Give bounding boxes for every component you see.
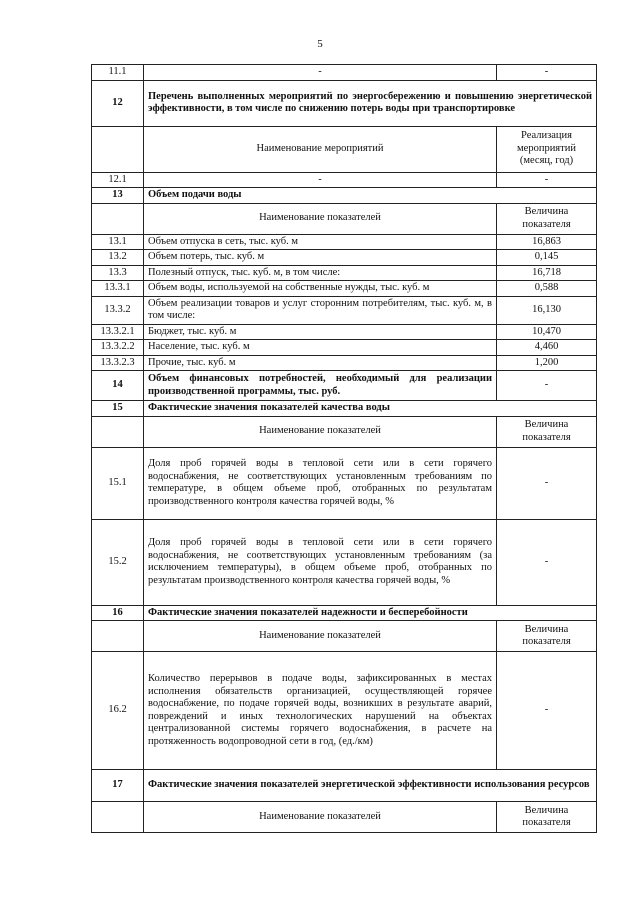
row-number: 13.3.2.3 (92, 355, 144, 371)
section-number: 17 (92, 770, 144, 802)
row-number: 11.1 (92, 65, 144, 81)
column-header-value: Реализация мероприятий (месяц, год) (497, 126, 597, 172)
section-row (92, 770, 597, 802)
table-row (92, 265, 597, 281)
section-title: Фактические значения показателей энергетической эффективности использования ресурсов (144, 770, 597, 802)
column-header-value: Величина показателя (497, 621, 597, 652)
column-header-name: Наименование показателей (144, 621, 497, 652)
section-title: Объем подачи воды (144, 188, 597, 204)
cell-empty: - (144, 65, 497, 81)
section-value: - (497, 371, 597, 401)
row-number: 15.1 (92, 447, 144, 519)
indicator-name: Объем потерь, тыс. куб. м (144, 250, 497, 266)
column-header-value: Величина показателя (497, 802, 597, 833)
cell-value: - (497, 172, 597, 188)
column-header-value: Величина показателя (497, 203, 597, 234)
indicator-name: Количество перерывов в подаче воды, зафиксированных в местах исполнения обязательств организацией, осуществляющей горячее водоснабжение, по подаче горячей воды, возникших в результате аварий, повреждений и иных технологических нарушений на объектах централизованной системы горячего водоснабжения, в расчете на протяженность водопроводной сети в год, (ед./км) (144, 652, 497, 770)
row-number: 15.2 (92, 519, 144, 605)
indicator-name: Прочие, тыс. куб. м (144, 355, 497, 371)
indicator-value: - (497, 447, 597, 519)
cell-empty (92, 203, 144, 234)
table-row (92, 324, 597, 340)
column-header-name: Наименование показателей (144, 802, 497, 833)
indicator-name: Объем воды, используемой на собственные нужды, тыс. куб. м (144, 281, 497, 297)
indicator-value: 0,588 (497, 281, 597, 297)
section-number: 14 (92, 371, 144, 401)
header-row (92, 203, 597, 234)
indicator-name: Доля проб горячей воды в тепловой сети или в сети горячего водоснабжения, не соответствующих установленным требованиям по температуре, в общем объеме проб, отобранных по результатам производственного контроля качества горячей воды, % (144, 447, 497, 519)
indicator-value: 1,200 (497, 355, 597, 371)
indicator-name: Полезный отпуск, тыс. куб. м, в том числе: (144, 265, 497, 281)
table-row (92, 281, 597, 297)
section-number: 15 (92, 401, 144, 417)
section-number: 13 (92, 188, 144, 204)
row-number: 13.1 (92, 234, 144, 250)
indicator-name: Объем реализации товаров и услуг сторонним потребителям, тыс. куб. м, в том числе: (144, 296, 497, 324)
section-row (92, 371, 597, 401)
section-title: Фактические значения показателей качества воды (144, 401, 597, 417)
table-row (92, 65, 597, 81)
row-number: 12.1 (92, 172, 144, 188)
cell-empty: - (144, 172, 497, 188)
table-row (92, 250, 597, 266)
indicator-value: 10,470 (497, 324, 597, 340)
table-row (92, 340, 597, 356)
header-row (92, 416, 597, 447)
section-number: 16 (92, 605, 144, 621)
indicator-name: Объем отпуска в сеть, тыс. куб. м (144, 234, 497, 250)
row-number: 13.2 (92, 250, 144, 266)
cell-value: - (497, 65, 597, 81)
production-program-table (91, 64, 597, 833)
section-number: 12 (92, 80, 144, 126)
column-header-name: Наименование мероприятий (144, 126, 497, 172)
header-row (92, 126, 597, 172)
row-number: 16.2 (92, 652, 144, 770)
row-number: 13.3.2.2 (92, 340, 144, 356)
indicator-value: 16,718 (497, 265, 597, 281)
cell-empty (92, 416, 144, 447)
section-row (92, 80, 597, 126)
row-number: 13.3 (92, 265, 144, 281)
table-row (92, 355, 597, 371)
table-row (92, 447, 597, 519)
indicator-value: - (497, 652, 597, 770)
section-row (92, 605, 597, 621)
indicator-name: Население, тыс. куб. м (144, 340, 497, 356)
table-row (92, 296, 597, 324)
table-row (92, 234, 597, 250)
table-row (92, 519, 597, 605)
column-header-value: Величина показателя (497, 416, 597, 447)
table-row (92, 652, 597, 770)
section-title: Фактические значения показателей надежности и бесперебойности (144, 605, 597, 621)
section-title: Перечень выполненных мероприятий по энергосбережению и повышению энергетической эффективности, в том числе по снижению потерь воды при транспортировке (144, 80, 597, 126)
section-row (92, 401, 597, 417)
column-header-name: Наименование показателей (144, 416, 497, 447)
column-header-name: Наименование показателей (144, 203, 497, 234)
section-row (92, 188, 597, 204)
indicator-value: 16,863 (497, 234, 597, 250)
indicator-name: Доля проб горячей воды в тепловой сети или в сети горячего водоснабжения, не соответствующих установленным требованиям (за исключением температуры), в общем объеме проб, отобранных по результатам производственного контроля качества горячей воды, % (144, 519, 497, 605)
indicator-value: 16,130 (497, 296, 597, 324)
row-number: 13.3.1 (92, 281, 144, 297)
cell-empty (92, 126, 144, 172)
table-row (92, 172, 597, 188)
row-number: 13.3.2 (92, 296, 144, 324)
row-number: 13.3.2.1 (92, 324, 144, 340)
indicator-name: Бюджет, тыс. куб. м (144, 324, 497, 340)
indicator-value: 4,460 (497, 340, 597, 356)
indicator-value: 0,145 (497, 250, 597, 266)
indicator-value: - (497, 519, 597, 605)
cell-empty (92, 621, 144, 652)
page-number: 5 (317, 38, 323, 50)
cell-empty (92, 802, 144, 833)
section-title: Объем финансовых потребностей, необходимый для реализации производственной программы, тыс. руб. (144, 371, 497, 401)
header-row (92, 802, 597, 833)
header-row (92, 621, 597, 652)
